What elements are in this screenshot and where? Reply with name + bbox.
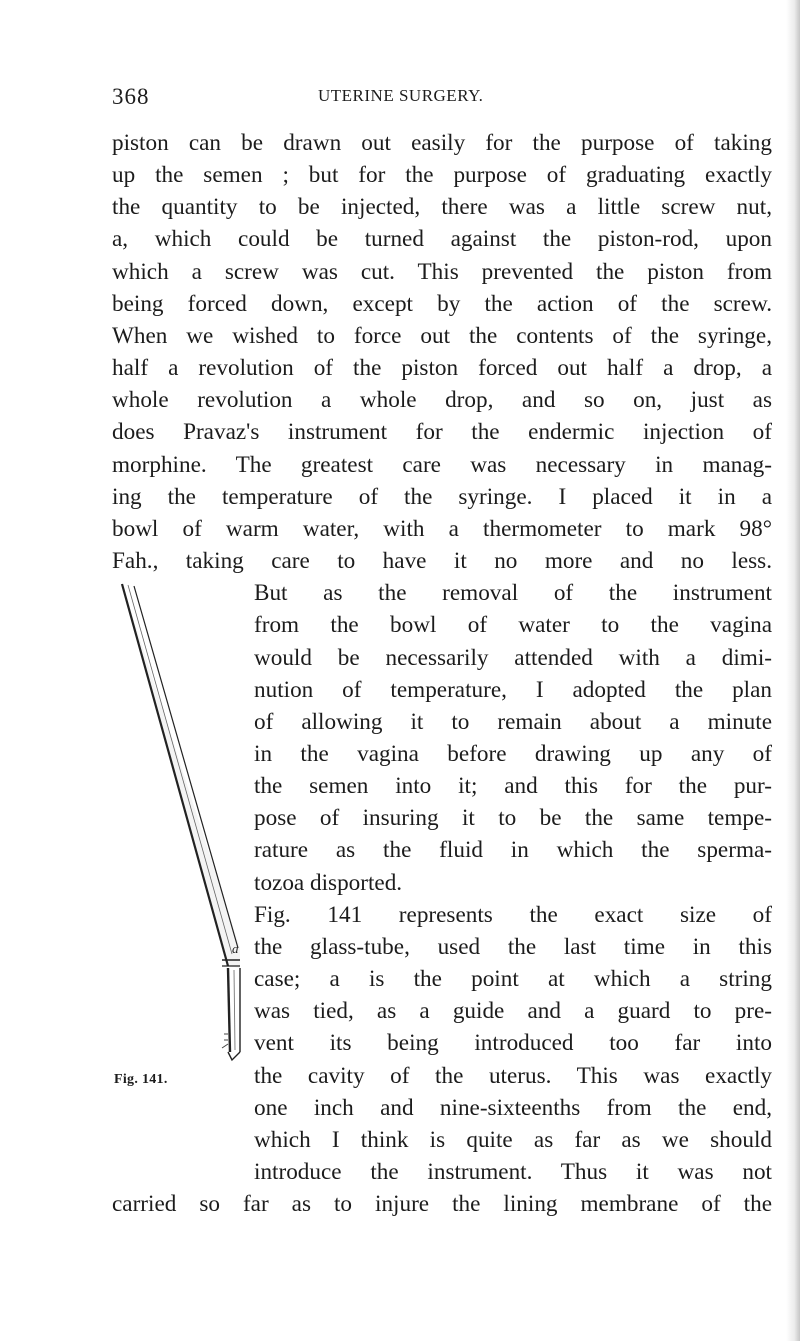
text-line: case; a is the point at which a string [254, 966, 772, 993]
page-edge-shadow [786, 0, 800, 1341]
text-line: But as the removal of the instrument [254, 580, 772, 607]
text-line: which I think is quite as far as we should [254, 1126, 772, 1153]
text-line: up the semen ; but for the purpose of graduating exactly [112, 162, 772, 189]
text-line: When we wished to force out the contents of the syringe, [112, 322, 772, 349]
text-line: one inch and nine-sixteenths from the end, [254, 1094, 772, 1121]
text-line: which a screw was cut. This prevented the piston from [112, 258, 772, 285]
top-paragraph [112, 127, 772, 577]
page-number: 368 [112, 84, 150, 109]
text-line: being forced down, except by the action of the screw. [112, 290, 772, 317]
text-line: was tied, as a guide and a guard to pre- [254, 998, 772, 1025]
text-line: pose of insuring it to be the same tempe- [254, 805, 772, 832]
side-paragraph [254, 577, 772, 1188]
text-line: piston can be drawn out easily for the purpose of taking [112, 130, 772, 156]
figure-caption: Fig. 141. [114, 1072, 168, 1088]
text-line: does Pravaz's instrument for the endermic injection of [112, 419, 772, 446]
text-line: a, which could be turned against the piston-rod, upon [112, 226, 772, 253]
text-line: carried so far as to injure the lining membrane of the [112, 1191, 772, 1218]
text-line: rature as the fluid in which the sperma- [254, 837, 772, 864]
text-line: whole revolution a whole drop, and so on, just as [112, 387, 772, 414]
text-line: Fah., taking care to have it no more and no less. [112, 548, 772, 575]
page-header [0, 84, 800, 114]
bottom-paragraph [112, 1188, 772, 1220]
text-line: vent its being introduced too far into [254, 1030, 772, 1057]
text-line: in the vagina before drawing up any of [254, 740, 772, 767]
text-line: the cavity of the uterus. This was exactly [254, 1062, 772, 1089]
text-line: half a revolution of the piston forced out half a drop, a [112, 355, 772, 382]
text-line: introduce the instrument. Thus it was not [254, 1159, 772, 1185]
text-line: bowl of warm water, with a thermometer to mark 98° [112, 515, 772, 542]
text-line: ing the temperature of the syringe. I placed it in a [112, 483, 772, 510]
figure-141 [112, 582, 254, 1096]
text-line: tozoa disported. [254, 869, 403, 896]
figure-label-a: a [232, 941, 239, 957]
body-text [112, 127, 772, 1220]
glass-tube-illustration [112, 582, 254, 1062]
running-title: UTERINE SURGERY. [318, 86, 484, 105]
text-line: the quantity to be injected, there was a little screw nut, [112, 194, 772, 221]
text-line: the glass-tube, used the last time in this [254, 933, 772, 960]
text-line: morphine. The greatest care was necessary in manag- [112, 451, 772, 478]
text-line: from the bowl of water to the vagina [254, 612, 772, 639]
text-line: the semen into it; and this for the pur- [254, 773, 772, 800]
text-line: of allowing it to remain about a minute [254, 708, 772, 735]
text-line: Fig. 141 represents the exact size of [254, 901, 772, 928]
text-line: nution of temperature, I adopted the plan [254, 676, 772, 703]
text-line: would be necessarily attended with a dimi- [254, 644, 772, 671]
